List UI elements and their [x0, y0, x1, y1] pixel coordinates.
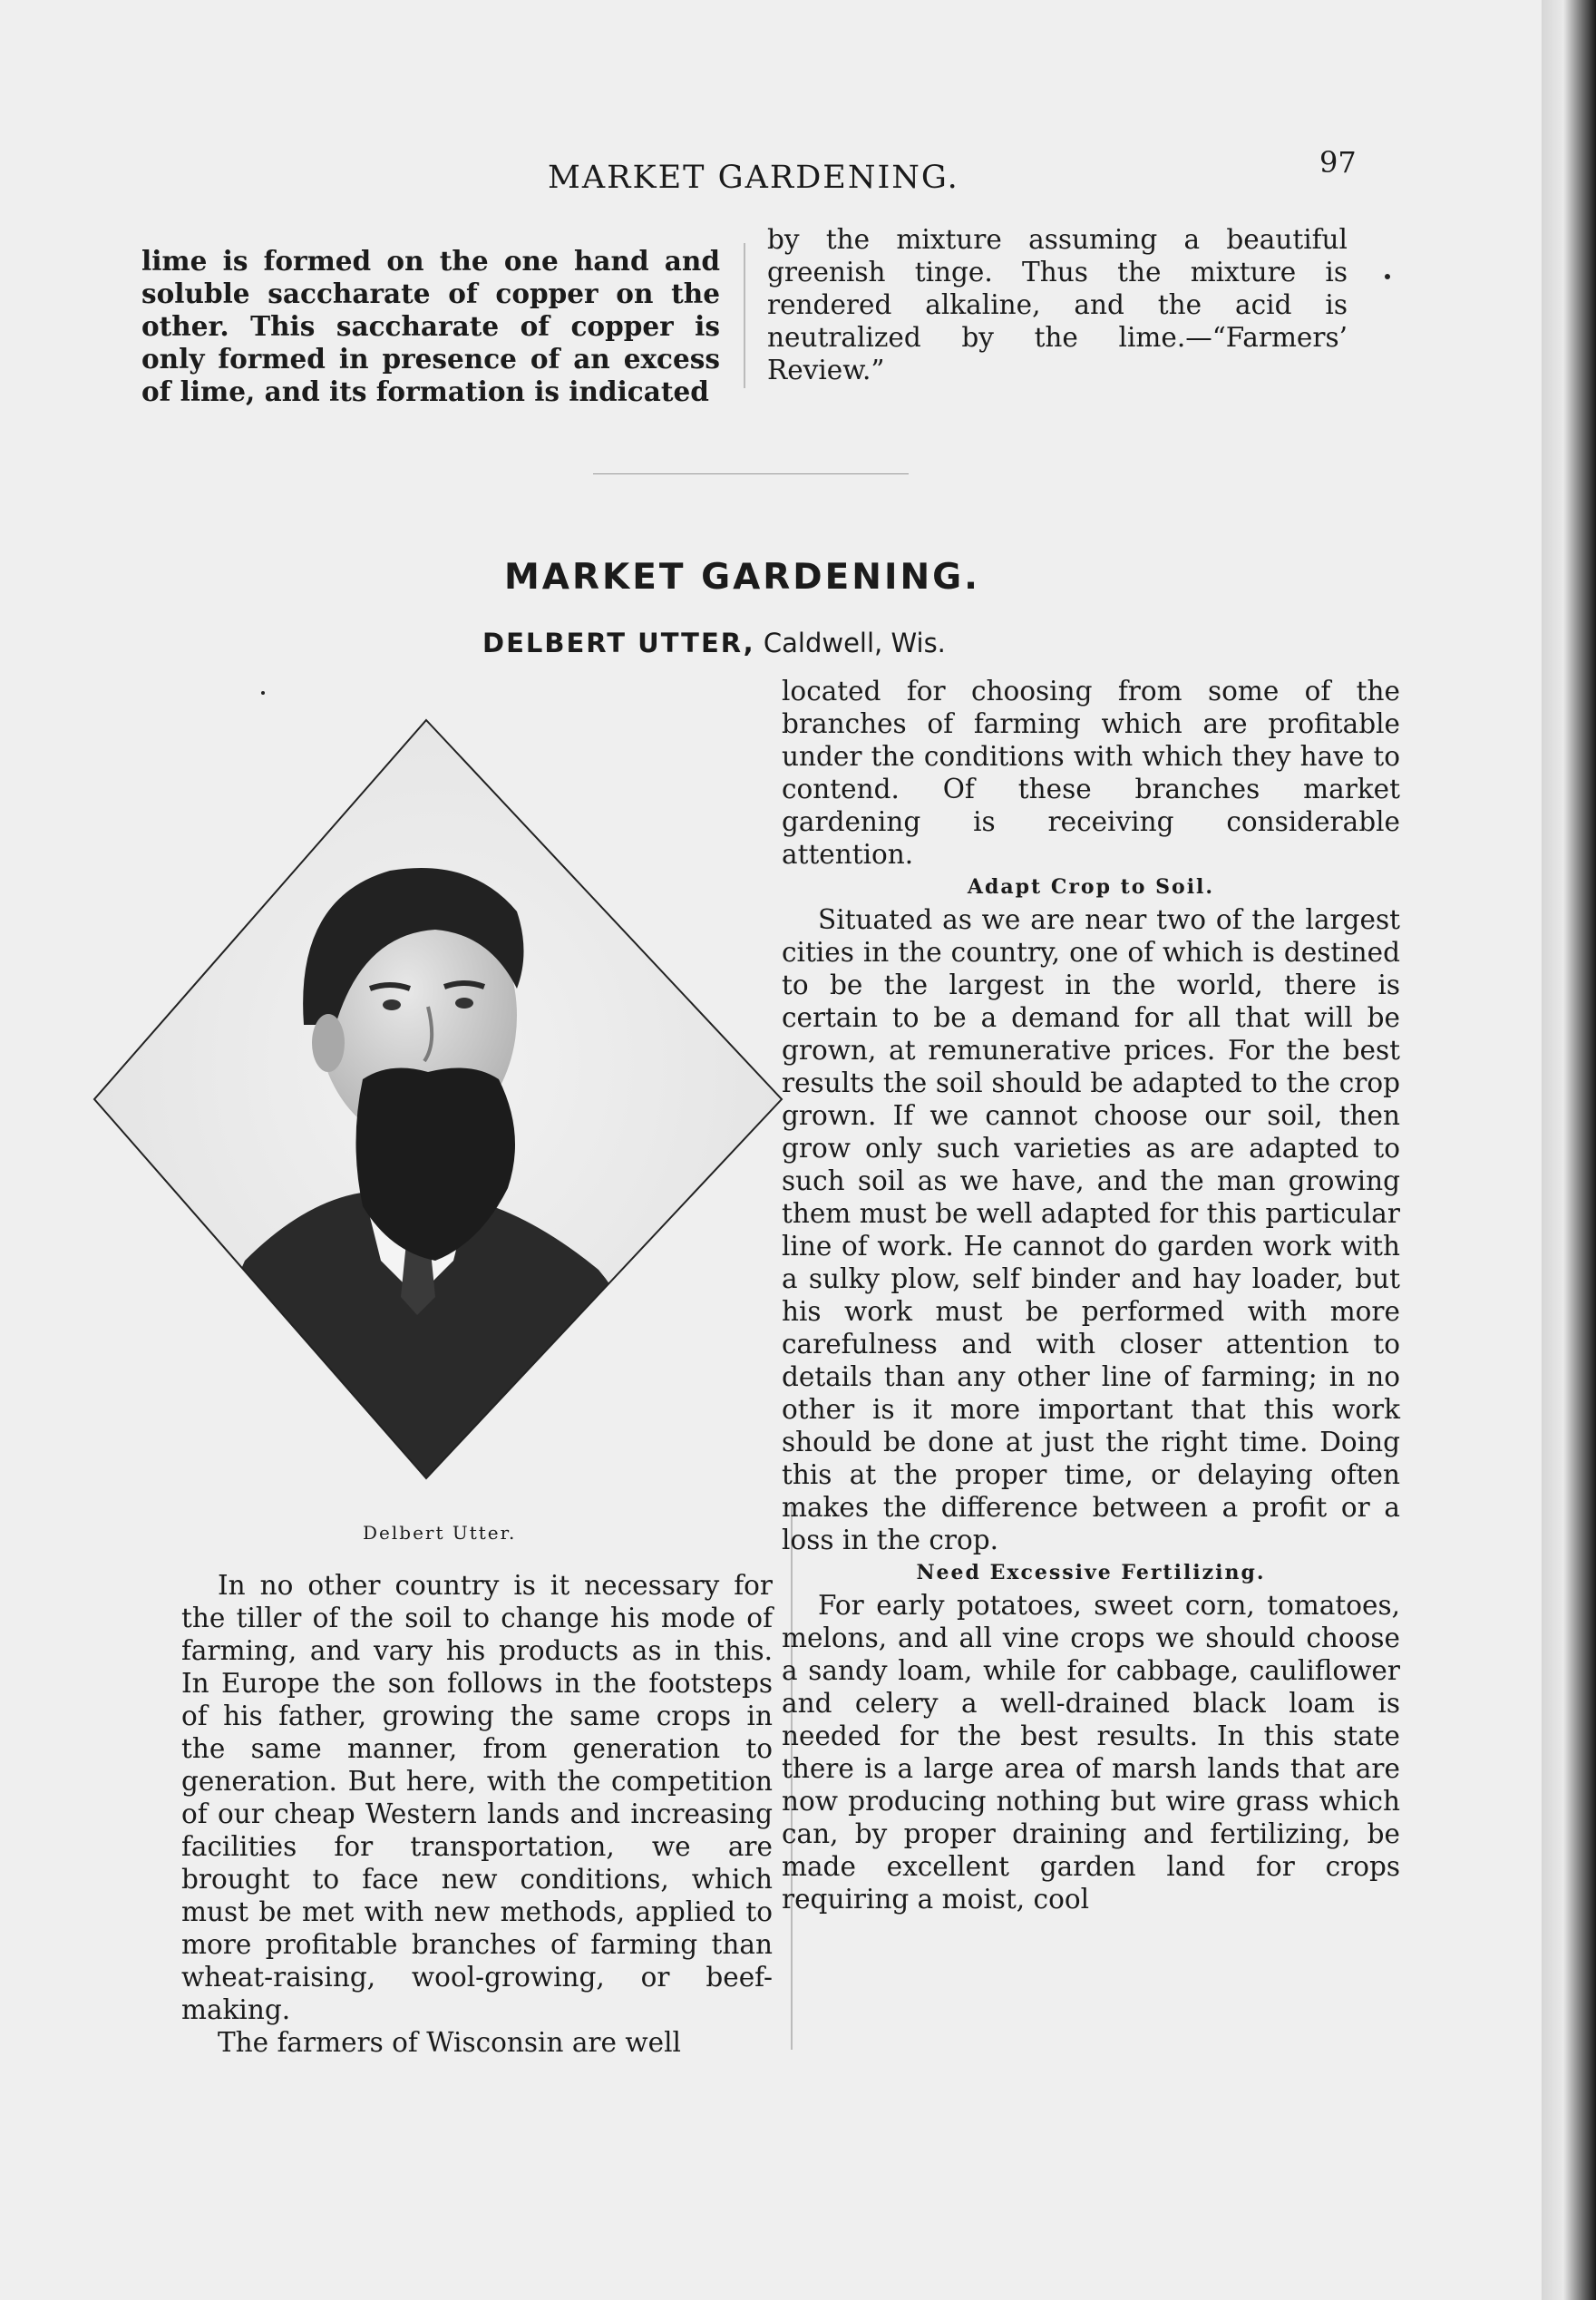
- paragraph: For early potatoes, sweet corn, tomatoes, melons, and all vine crops we should choose a sandy loam, while for cabbage, cauliflower and celery a well-drained black loam is needed for the best results. In this state there is a large area of marsh lands that are now producing nothing but wire grass which can, by proper draining and fertilizing, be made excellent garden land for crops requiring a moist, cool: [782, 1590, 1400, 1915]
- paragraph-continuation: located for choosing from some of the branches of farming which are profitable under the conditions with which they have to contend. Of these branches market gardening is receiving considerable attention.: [782, 676, 1400, 870]
- continued-paragraph-left: lime is formed on the one hand and soluble saccharate of copper on the other. This saccharate of copper is only formed in presence of an excess of lime, and its formation is indicated: [141, 245, 720, 407]
- top-right-column: [767, 223, 1348, 386]
- subheading-adapt-crop: Adapt Crop to Soil.: [967, 875, 1215, 899]
- byline: [482, 628, 946, 658]
- ink-speck: [261, 691, 265, 695]
- subheading-fertilizing: Need Excessive Fertilizing.: [916, 1561, 1266, 1584]
- article-left-column: [181, 1569, 773, 2059]
- section-separator: [593, 473, 909, 474]
- portrait-caption: Delbert Utter.: [363, 1522, 517, 1544]
- top-left-column: [141, 245, 720, 408]
- paragraph: Situated as we are near two of the largest cities in the country, one of which is destined to be the largest in the world, there is certain to be a demand for all that will be grown, at remunerative prices. For the best results the soil should be adapted to the crop grown. If we cannot choose our soil, then grow only such varieties as are adapted to such soil as we have, and the man growing them must be well adapted for this particular line of work. He cannot do garden work with a sulky plow, self binder and hay loader, but his work must be performed with more carefulness and with closer attention to details than any other line of farming; in no other is it more important that this work should be done at just the right time. Doing this at the proper time, or delaying often makes the difference between a profit or a loss in the crop.: [782, 904, 1400, 1555]
- running-title: MARKET GARDENING.: [548, 160, 959, 196]
- paragraph: In no other country is it necessary for the tiller of the soil to change his mode of farming, and vary his products as in this. In Europe the son follows in the footsteps of his father, growing the same crops in the same manner, from generation to generation. But here, with the competition of our cheap Western lands and increasing facilities for transportation, we are brought to face new conditions, which must be met with new methods, applied to more profitable branches of farming than wheat-raising, wool-growing, or beef-making.: [181, 1570, 773, 2025]
- author-name: DELBERT UTTER,: [482, 628, 755, 658]
- article-title: MARKET GARDENING.: [504, 557, 980, 598]
- page-number: 97: [1319, 145, 1357, 180]
- author-portrait: [91, 716, 787, 1487]
- column-divider-top: [744, 243, 745, 388]
- book-edge: [1542, 0, 1596, 2300]
- paragraph: The farmers of Wisconsin are well: [218, 2027, 681, 2058]
- continued-paragraph-right: by the mixture assuming a beautiful greenish tinge. Thus the mixture is rendered alkaline, and the acid is neutralized by the lime.—“Farmers’ Review.”: [767, 224, 1348, 385]
- ink-speck: [1385, 274, 1390, 279]
- author-location: Caldwell, Wis.: [763, 628, 946, 658]
- article-right-column: [782, 675, 1400, 1915]
